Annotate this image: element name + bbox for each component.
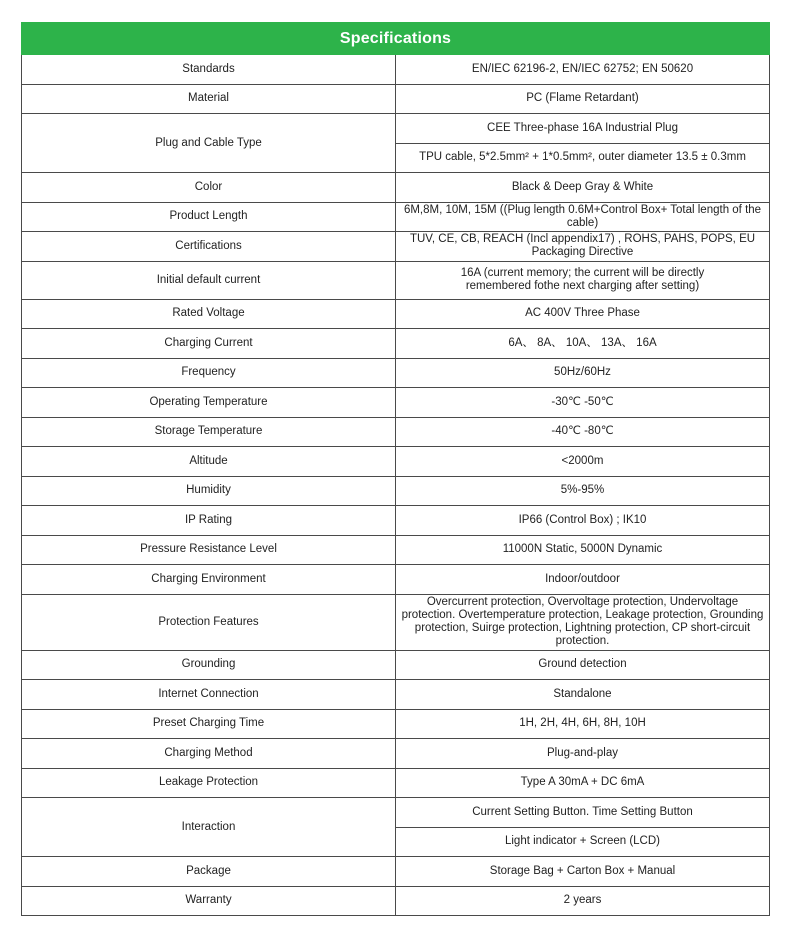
row-label-charging-current: Charging Current — [22, 329, 396, 359]
row-label-ip-rating: IP Rating — [22, 506, 396, 536]
row-value-charging-current: 6A、 8A、 10A、 13A、 16A — [396, 329, 770, 359]
row-value-initial-current: 16A (current memory; the current will be directly remembered fothe next charging after setting) — [396, 261, 770, 299]
row-label-color: Color — [22, 173, 396, 203]
table-row — [22, 232, 770, 262]
table-row — [22, 798, 770, 828]
row-value-cable-type: TPU cable, 5*2.5mm² + 1*0.5mm², outer diameter 13.5 ± 0.3mm — [396, 143, 770, 173]
table-title: Specifications — [22, 23, 770, 55]
row-label-rated-voltage: Rated Voltage — [22, 299, 396, 329]
row-label-environment: Charging Environment — [22, 565, 396, 595]
row-label-product-length: Product Length — [22, 202, 396, 232]
row-label-interaction: Interaction — [22, 798, 396, 857]
row-value-altitude: <2000m — [396, 447, 770, 477]
row-value-method: Plug-and-play — [396, 739, 770, 769]
row-label-leakage: Leakage Protection — [22, 768, 396, 798]
row-value-frequency: 50Hz/60Hz — [396, 358, 770, 388]
row-value-product-length: 6M,8M, 10M, 15M ((Plug length 0.6M+Control Box+ Total length of the cable) — [396, 202, 770, 232]
row-value-humidity: 5%-95% — [396, 476, 770, 506]
table-row — [22, 173, 770, 203]
table-row — [22, 417, 770, 447]
row-label-package: Package — [22, 857, 396, 887]
row-label-certifications: Certifications — [22, 232, 396, 262]
row-label-preset-time: Preset Charging Time — [22, 709, 396, 739]
row-value-pressure: 11000N Static, 5000N Dynamic — [396, 535, 770, 565]
row-label-warranty: Warranty — [22, 886, 396, 916]
specifications-table — [21, 22, 770, 916]
table-row — [22, 476, 770, 506]
row-label-method: Charging Method — [22, 739, 396, 769]
row-value-interaction-buttons: Current Setting Button. Time Setting Button — [396, 798, 770, 828]
table-header-row — [22, 23, 770, 55]
table-row — [22, 506, 770, 536]
row-value-rated-voltage: AC 400V Three Phase — [396, 299, 770, 329]
table-row — [22, 768, 770, 798]
row-value-leakage: Type A 30mA + DC 6mA — [396, 768, 770, 798]
row-label-standards: Standards — [22, 55, 396, 85]
table-row — [22, 329, 770, 359]
table-row — [22, 886, 770, 916]
row-label-pressure: Pressure Resistance Level — [22, 535, 396, 565]
table-row — [22, 388, 770, 418]
row-value-grounding: Ground detection — [396, 650, 770, 680]
table-row — [22, 358, 770, 388]
row-value-storage-temp: -40℃ -80℃ — [396, 417, 770, 447]
row-label-protection: Protection Features — [22, 594, 396, 650]
table-row — [22, 535, 770, 565]
row-value-warranty: 2 years — [396, 886, 770, 916]
row-label-storage-temp: Storage Temperature — [22, 417, 396, 447]
row-value-package: Storage Bag + Carton Box + Manual — [396, 857, 770, 887]
table-row — [22, 55, 770, 85]
row-label-material: Material — [22, 84, 396, 114]
row-value-interaction-display: Light indicator + Screen (LCD) — [396, 827, 770, 857]
row-value-operating-temp: -30℃ -50℃ — [396, 388, 770, 418]
row-label-humidity: Humidity — [22, 476, 396, 506]
row-value-color: Black & Deep Gray & White — [396, 173, 770, 203]
row-value-protection: Overcurrent protection, Overvoltage protection, Undervoltage protection. Overtemperature protection, Leakage protection, Grounding protection, Suirge protection, Lightning protection, CP short-circuit protection. — [396, 594, 770, 650]
table-row — [22, 739, 770, 769]
table-row — [22, 84, 770, 114]
row-value-preset-time: 1H, 2H, 4H, 6H, 8H, 10H — [396, 709, 770, 739]
row-value-plug-type: CEE Three-phase 16A Industrial Plug — [396, 114, 770, 144]
row-value-standards: EN/IEC 62196-2, EN/IEC 62752; EN 50620 — [396, 55, 770, 85]
row-value-internet: Standalone — [396, 680, 770, 710]
table-row — [22, 565, 770, 595]
row-value-ip-rating: IP66 (Control Box) ; IK10 — [396, 506, 770, 536]
table-row — [22, 650, 770, 680]
table-row — [22, 680, 770, 710]
row-label-internet: Internet Connection — [22, 680, 396, 710]
row-label-plug-cable: Plug and Cable Type — [22, 114, 396, 173]
table-row — [22, 202, 770, 232]
table-row — [22, 114, 770, 144]
table-row — [22, 709, 770, 739]
row-label-initial-current: Initial default current — [22, 261, 396, 299]
row-value-environment: Indoor/outdoor — [396, 565, 770, 595]
table-row — [22, 299, 770, 329]
row-value-certifications: TUV, CE, CB, REACH (Incl appendix17) , ROHS, PAHS, POPS, EU Packaging Directive — [396, 232, 770, 262]
row-label-altitude: Altitude — [22, 447, 396, 477]
row-label-operating-temp: Operating Temperature — [22, 388, 396, 418]
table-row — [22, 261, 770, 299]
table-row — [22, 594, 770, 650]
row-label-frequency: Frequency — [22, 358, 396, 388]
table-row — [22, 447, 770, 477]
table-row — [22, 857, 770, 887]
row-value-material: PC (Flame Retardant) — [396, 84, 770, 114]
row-label-grounding: Grounding — [22, 650, 396, 680]
